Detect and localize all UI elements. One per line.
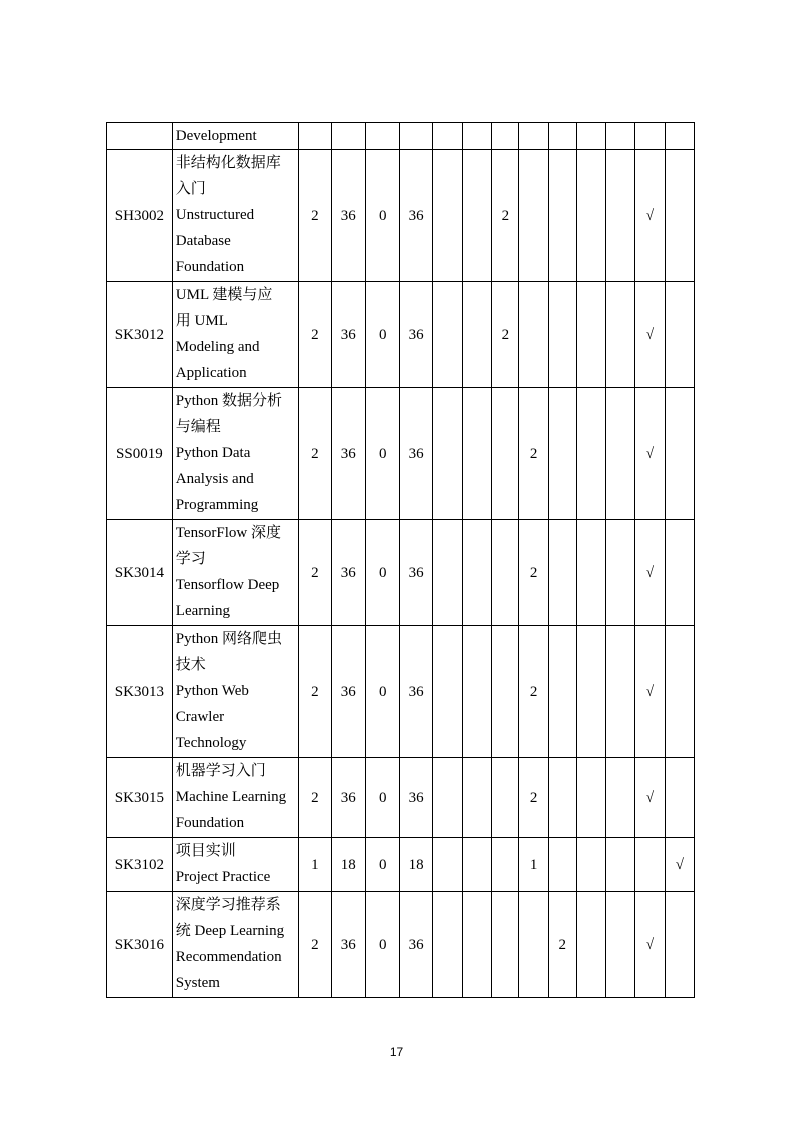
semester-2-cell — [463, 388, 492, 520]
course-name-line: UML 建模与应 — [175, 287, 273, 303]
lab-hours-cell: 0 — [365, 150, 399, 282]
semester-6-cell — [576, 388, 605, 520]
semester-2-cell — [463, 520, 492, 626]
course-name-line: 学习 — [175, 551, 206, 567]
course-name-line: Foundation — [175, 815, 245, 831]
course-code-cell: SK3014 — [107, 520, 173, 626]
course-name-line: Python Web — [175, 683, 249, 699]
semester-2-cell — [463, 758, 492, 838]
total-hours-cell: 36 — [400, 626, 432, 758]
semester-6-cell — [576, 150, 605, 282]
semester-1-cell — [432, 626, 462, 758]
credits-cell: 2 — [299, 282, 331, 388]
semester-7-cell — [606, 123, 635, 150]
course-name-line: Modeling and — [175, 339, 260, 355]
semester-3-cell — [492, 626, 519, 758]
table-row — [107, 758, 695, 838]
total-hours-cell: 36 — [400, 520, 432, 626]
course-name-cell — [172, 892, 298, 998]
table-row — [107, 626, 695, 758]
course-name-cell — [172, 282, 298, 388]
course-name-line: Database — [175, 233, 231, 249]
lab-hours-cell: 0 — [365, 838, 399, 892]
credits-cell: 2 — [299, 626, 331, 758]
lab-hours-cell: 0 — [365, 892, 399, 998]
credits-cell: 2 — [299, 758, 331, 838]
course-name-line: Python 数据分析 — [175, 393, 283, 409]
total-hours-cell: 36 — [400, 150, 432, 282]
page-number: 17 — [389, 1045, 404, 1059]
semester-7-cell — [606, 892, 635, 998]
table-row — [107, 892, 695, 998]
elective-check-cell: √ — [635, 626, 665, 758]
elective-check-cell: √ — [635, 388, 665, 520]
semester-3-cell — [492, 892, 519, 998]
course-name-line: Application — [175, 365, 247, 381]
table-row — [107, 520, 695, 626]
semester-3-cell — [492, 123, 519, 150]
course-name-cell — [172, 758, 298, 838]
semester-7-cell — [606, 520, 635, 626]
semester-1-cell — [432, 892, 462, 998]
semester-7-cell — [606, 758, 635, 838]
hours-cell: 36 — [331, 758, 365, 838]
course-name-line: System — [175, 975, 220, 991]
course-name-cell — [172, 626, 298, 758]
course-name-line: 用 UML — [175, 313, 228, 329]
semester-4-cell — [519, 282, 548, 388]
semester-5-cell — [548, 123, 576, 150]
hours-cell: 36 — [331, 626, 365, 758]
course-name-cell — [172, 123, 298, 150]
lab-hours-cell: 0 — [365, 520, 399, 626]
semester-4-cell: 2 — [519, 758, 548, 838]
hours-cell — [331, 123, 365, 150]
table-row — [107, 282, 695, 388]
course-name-cell — [172, 838, 298, 892]
course-name-line: Python Data — [175, 445, 251, 461]
course-name-line: 项目实训 — [175, 843, 236, 859]
course-name-line: Project Practice — [175, 869, 271, 885]
hours-cell: 36 — [331, 520, 365, 626]
required-check-cell — [665, 520, 694, 626]
semester-3-cell — [492, 838, 519, 892]
semester-6-cell — [576, 838, 605, 892]
required-check-cell — [665, 892, 694, 998]
course-name-line: 与编程 — [175, 419, 221, 435]
course-name-line: 入门 — [175, 181, 206, 197]
course-name-line: Unstructured — [175, 207, 255, 223]
course-name-line: Machine Learning — [175, 789, 287, 805]
semester-3-cell: 2 — [492, 282, 519, 388]
semester-3-cell — [492, 388, 519, 520]
table-row — [107, 388, 695, 520]
semester-3-cell: 2 — [492, 150, 519, 282]
semester-4-cell: 2 — [519, 388, 548, 520]
lab-hours-cell: 0 — [365, 388, 399, 520]
semester-5-cell — [548, 758, 576, 838]
required-check-cell — [665, 758, 694, 838]
hours-cell: 36 — [331, 892, 365, 998]
table-row — [107, 838, 695, 892]
elective-check-cell: √ — [635, 892, 665, 998]
course-code-cell: SH3002 — [107, 150, 173, 282]
elective-check-cell — [635, 123, 665, 150]
table-row — [107, 123, 695, 150]
course-name-line: 技术 — [175, 657, 206, 673]
lab-hours-cell: 0 — [365, 758, 399, 838]
course-name-cell — [172, 520, 298, 626]
course-code-cell: SS0019 — [107, 388, 173, 520]
hours-cell: 36 — [331, 282, 365, 388]
course-name-line: TensorFlow 深度 — [175, 525, 281, 541]
semester-2-cell — [463, 892, 492, 998]
semester-4-cell — [519, 150, 548, 282]
course-table — [106, 122, 695, 998]
semester-4-cell: 1 — [519, 838, 548, 892]
course-name-line: Analysis and — [175, 471, 254, 487]
required-check-cell — [665, 282, 694, 388]
semester-2-cell — [463, 838, 492, 892]
hours-cell: 36 — [331, 150, 365, 282]
semester-1-cell — [432, 282, 462, 388]
course-name-cell — [172, 150, 298, 282]
semester-2-cell — [463, 123, 492, 150]
course-name-line: Technology — [175, 735, 247, 751]
course-name-line: Tensorflow Deep — [175, 577, 280, 593]
table-row — [107, 150, 695, 282]
elective-check-cell — [635, 838, 665, 892]
credits-cell: 2 — [299, 520, 331, 626]
lab-hours-cell: 0 — [365, 626, 399, 758]
semester-6-cell — [576, 758, 605, 838]
semester-7-cell — [606, 626, 635, 758]
total-hours-cell: 36 — [400, 282, 432, 388]
course-code-cell: SK3016 — [107, 892, 173, 998]
credits-cell — [299, 123, 331, 150]
semester-4-cell — [519, 892, 548, 998]
required-check-cell — [665, 626, 694, 758]
semester-6-cell — [576, 282, 605, 388]
course-name-line: 机器学习入门 — [175, 763, 266, 779]
semester-4-cell: 2 — [519, 626, 548, 758]
course-name-line: Foundation — [175, 259, 245, 275]
semester-5-cell — [548, 520, 576, 626]
semester-1-cell — [432, 838, 462, 892]
elective-check-cell: √ — [635, 520, 665, 626]
course-name-line: Development — [175, 128, 257, 144]
total-hours-cell: 36 — [400, 758, 432, 838]
semester-7-cell — [606, 388, 635, 520]
course-name-line: 深度学习推荐系 — [175, 897, 281, 913]
semester-1-cell — [432, 123, 462, 150]
course-code-cell: SK3012 — [107, 282, 173, 388]
semester-5-cell — [548, 282, 576, 388]
semester-6-cell — [576, 626, 605, 758]
semester-7-cell — [606, 150, 635, 282]
lab-hours-cell — [365, 123, 399, 150]
course-name-line: Programming — [175, 497, 259, 513]
required-check-cell: √ — [665, 838, 694, 892]
lab-hours-cell: 0 — [365, 282, 399, 388]
required-check-cell — [665, 388, 694, 520]
elective-check-cell: √ — [635, 758, 665, 838]
total-hours-cell — [400, 123, 432, 150]
course-name-line: Recommendation — [175, 949, 282, 965]
credits-cell: 2 — [299, 892, 331, 998]
credits-cell: 2 — [299, 388, 331, 520]
semester-3-cell — [492, 520, 519, 626]
semester-4-cell: 2 — [519, 520, 548, 626]
table-body — [107, 123, 695, 998]
total-hours-cell: 18 — [400, 838, 432, 892]
course-code-cell — [107, 123, 173, 150]
course-code-cell: SK3102 — [107, 838, 173, 892]
course-name-line: Learning — [175, 603, 230, 619]
required-check-cell — [665, 123, 694, 150]
semester-2-cell — [463, 626, 492, 758]
semester-5-cell — [548, 838, 576, 892]
semester-6-cell — [576, 892, 605, 998]
semester-1-cell — [432, 758, 462, 838]
semester-1-cell — [432, 388, 462, 520]
hours-cell: 18 — [331, 838, 365, 892]
hours-cell: 36 — [331, 388, 365, 520]
course-code-cell: SK3015 — [107, 758, 173, 838]
elective-check-cell: √ — [635, 282, 665, 388]
semester-2-cell — [463, 150, 492, 282]
semester-7-cell — [606, 838, 635, 892]
semester-3-cell — [492, 758, 519, 838]
course-name-line: 统 Deep Learning — [175, 923, 285, 939]
course-code-cell: SK3013 — [107, 626, 173, 758]
semester-5-cell — [548, 388, 576, 520]
semester-4-cell — [519, 123, 548, 150]
semester-1-cell — [432, 520, 462, 626]
credits-cell: 1 — [299, 838, 331, 892]
course-name-line: Crawler — [175, 709, 225, 725]
semester-5-cell: 2 — [548, 892, 576, 998]
semester-5-cell — [548, 150, 576, 282]
semester-6-cell — [576, 123, 605, 150]
total-hours-cell: 36 — [400, 892, 432, 998]
credits-cell: 2 — [299, 150, 331, 282]
total-hours-cell: 36 — [400, 388, 432, 520]
course-name-line: Python 网络爬虫 — [175, 631, 283, 647]
elective-check-cell: √ — [635, 150, 665, 282]
semester-7-cell — [606, 282, 635, 388]
semester-5-cell — [548, 626, 576, 758]
course-name-line: 非结构化数据库 — [175, 155, 281, 171]
semester-1-cell — [432, 150, 462, 282]
course-name-cell — [172, 388, 298, 520]
required-check-cell — [665, 150, 694, 282]
semester-2-cell — [463, 282, 492, 388]
semester-6-cell — [576, 520, 605, 626]
